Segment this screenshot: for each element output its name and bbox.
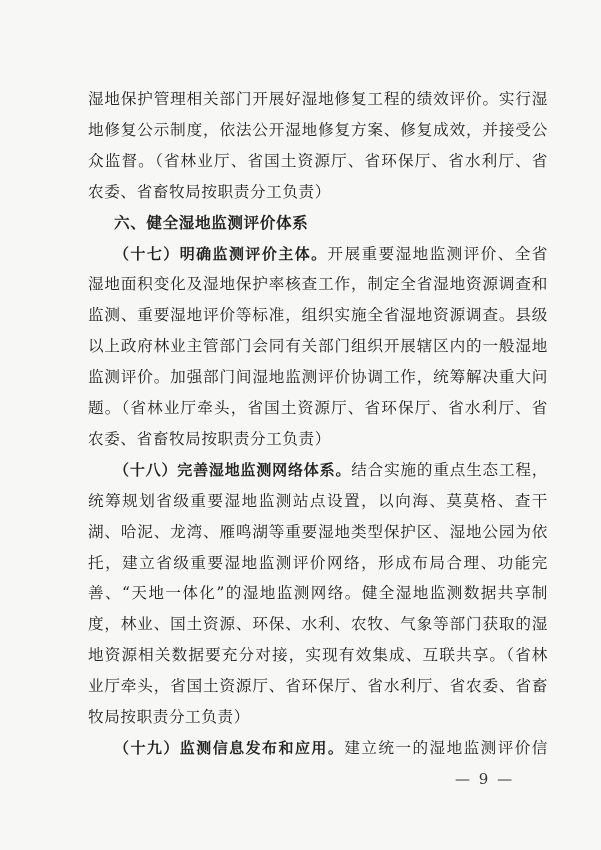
body-line: 统筹规划省级重要湿地监测站点设置，以向海、莫莫格、查干 [88,491,548,510]
body-line: 善、“天地一体化”的湿地监测网络。健全湿地监测数据共享制 [88,584,548,603]
body-line: 托，建立省级重要湿地监测评价网络，形成布局合理、功能完 [88,553,548,572]
body-line: 湖、哈泥、龙湾、雁鸣湖等重要湿地类型保护区、湿地公园为依 [88,522,548,541]
body-line: 众监督。（省林业厅、省国土资源厅、省环保厅、省水利厅、省 [88,151,548,170]
body-line: 以上政府林业主管部门会同有关部门组织开展辖区内的一般湿地 [88,337,548,356]
section-heading: 六、健全湿地监测评价体系 [114,213,309,232]
body-line: 地资源相关数据要充分对接，实现有效集成、互联共享。（省林 [88,646,548,665]
paragraph-17-first-line: （十七）明确监测评价主体。开展重要湿地监测评价、全省 [114,244,548,263]
body-line: 农委、省畜牧局按职责分工负责） [88,429,331,448]
body-line: 湿地保护管理相关部门开展好湿地修复工程的绩效评价。实行湿 [88,90,548,108]
clause-17-title: （十七）明确监测评价主体。 [114,244,328,263]
body-line: 地修复公示制度，依法公开湿地修复方案、修复成效，并接受公 [88,120,548,139]
body-line: 湿地面积变化及湿地保护率核查工作，制定全省湿地资源调查和 [88,275,548,294]
body-line: 题。（省林业厅牵头，省国土资源厅、省环保厅、省水利厅、省 [88,399,548,418]
body-line: 业厅牵头，省国土资源厅、省环保厅、省水利厅、省农委、省畜 [88,677,548,696]
body-line: 监测、重要湿地评价等标准，组织实施全省湿地资源调查。县级 [88,306,548,325]
clause-18-title: （十八）完善湿地监测网络体系。 [114,460,352,479]
page-number: — 9 — [455,769,515,788]
clause-19-title: （十九）监测信息发布和应用。 [114,739,345,757]
body-line: 农委、省畜牧局按职责分工负责） [88,182,331,201]
body-line: 牧局按职责分工负责） [88,708,250,727]
paragraph-18-first-line: （十八）完善湿地监测网络体系。结合实施的重点生态工程， [114,460,548,479]
body-line: 监测评价。加强部门间湿地监测评价协调工作，统筹解决重大问 [88,368,548,387]
body-line: 度，林业、国土资源、环保、水利、农牧、气象等部门获取的湿 [88,615,548,634]
paragraph-19-first-line: （十九）监测信息发布和应用。建立统一的湿地监测评价信 [114,739,548,757]
